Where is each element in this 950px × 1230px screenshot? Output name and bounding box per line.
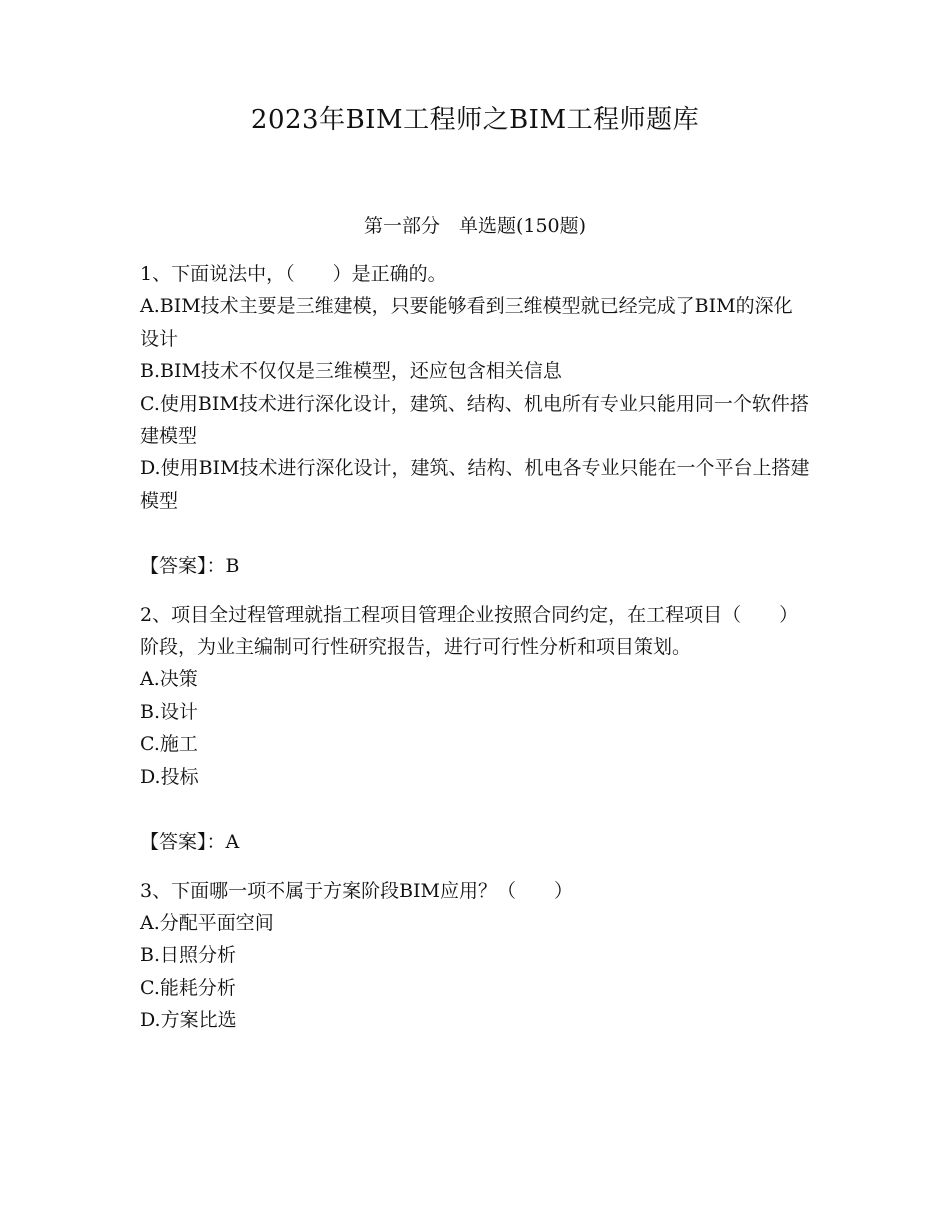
question-stem: 3、下面哪一项不属于方案阶段BIM应用？（ ） <box>140 879 574 902</box>
question-stem: 1、下面说法中，（ ）是正确的。 <box>140 263 447 285</box>
option-b: B.设计 <box>140 700 199 723</box>
answer-value: B <box>225 555 240 578</box>
question-3 <box>140 875 810 1037</box>
option-b: B.BIM技术不仅仅是三维模型，还应包含相关信息 <box>140 360 562 383</box>
answer-value: A <box>225 831 240 854</box>
option-d: D.使用BIM技术进行深化设计，建筑、结构、机电各专业只能在一个平台上搭建模型 <box>140 457 810 512</box>
answer-label: 【答案】： <box>140 555 226 578</box>
question-2 <box>140 599 810 859</box>
document-title: 2023年BIM工程师之BIM工程师题库 <box>250 105 700 135</box>
question-stem: 2、项目全过程管理就指工程项目管理企业按照合同约定，在工程项目（ ）阶段，为业主编制可行性研究报告，进行可行性分析和项目策划。 <box>140 603 799 659</box>
answer-line <box>140 826 810 858</box>
answer-line <box>140 550 810 582</box>
option-c: C.能耗分析 <box>140 976 236 999</box>
option-d: D.投标 <box>140 765 199 788</box>
option-c: C.施工 <box>140 733 198 756</box>
answer-label: 【答案】： <box>140 831 226 854</box>
option-a: A.决策 <box>140 668 198 691</box>
option-d: D.方案比选 <box>140 1009 237 1032</box>
option-a: A.分配平面空间 <box>140 911 274 934</box>
option-a: A.BIM技术主要是三维建模，只要能够看到三维模型就已经完成了BIM的深化设计 <box>140 295 793 350</box>
question-list <box>140 258 810 1037</box>
question-1 <box>140 258 810 583</box>
option-c: C.使用BIM技术进行深化设计，建筑、结构、机电所有专业只能用同一个软件搭建模型 <box>140 392 809 448</box>
section-title: 第一部分 单选题(150题) <box>363 215 587 237</box>
option-b: B.日照分析 <box>140 944 237 967</box>
